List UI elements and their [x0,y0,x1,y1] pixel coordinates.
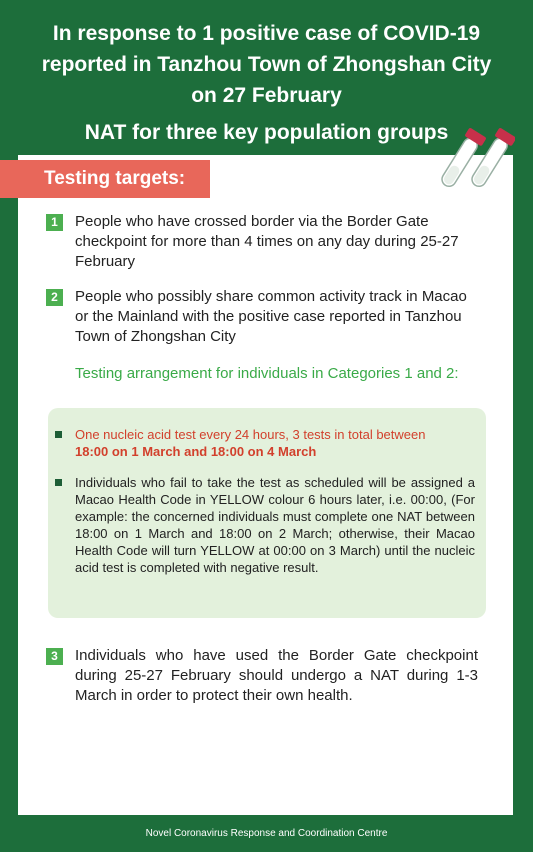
target-item-1-text: People who have crossed border via the Border Gate checkpoint for more than 4 times on any day during 25-27 February [75,213,459,270]
number-badge-2: 2 [46,289,63,306]
testing-targets-tag: Testing targets: [0,160,210,198]
target-item-3-text: Individuals who have used the Border Gate checkpoint during 25-27 February should undergo a NAT during 1-3 March in order to protect their own health. [75,647,478,704]
target-item-3 [48,646,478,706]
target-item-2-text: People who possibly share common activity track in Macao or the Mainland with the positive case reported in Tanzhou Town of Zhongshan City [75,288,467,345]
number-badge-1: 1 [46,214,63,231]
bullet-square-icon [55,431,62,438]
bullet-1-text: One nucleic acid test every 24 hours, 3 tests in total between [75,427,426,442]
arrangement-title: Testing arrangement for individuals in Categories 1 and 2: [75,365,459,382]
bullet-1-dates: 18:00 on 1 March and 18:00 on 4 March [75,444,317,459]
bullet-item-1 [55,426,475,460]
bullet-2-text: Individuals who fail to take the test as scheduled will be assigned a Macao Health Code in YELLOW colour 6 hours later, i.e. 00:00, (For example: the concerned individuals must complete one NAT between 18:00 on 1 March and 18:00 on 2 March; otherwise, their Macao Health Code will turn YELLOW at 00:00 on 3 March) until the nucleic acid test is completed with negative result. [75,475,475,575]
title-line-3: on 27 February [191,84,342,107]
target-item-1 [48,212,478,272]
bullet-item-2 [55,474,475,576]
test-tubes-icon [435,124,515,196]
bullet-square-icon [55,479,62,486]
title-line-4: NAT for three key population groups [84,121,449,144]
title-line-1: In response to 1 positive case of COVID-19 [52,22,481,45]
footer-credit: Novel Coronavirus Response and Coordination Centre [145,828,388,839]
target-item-2 [48,287,478,347]
number-badge-3: 3 [46,648,63,665]
title-line-2: reported in Tanzhou Town of Zhongshan City [41,53,492,76]
